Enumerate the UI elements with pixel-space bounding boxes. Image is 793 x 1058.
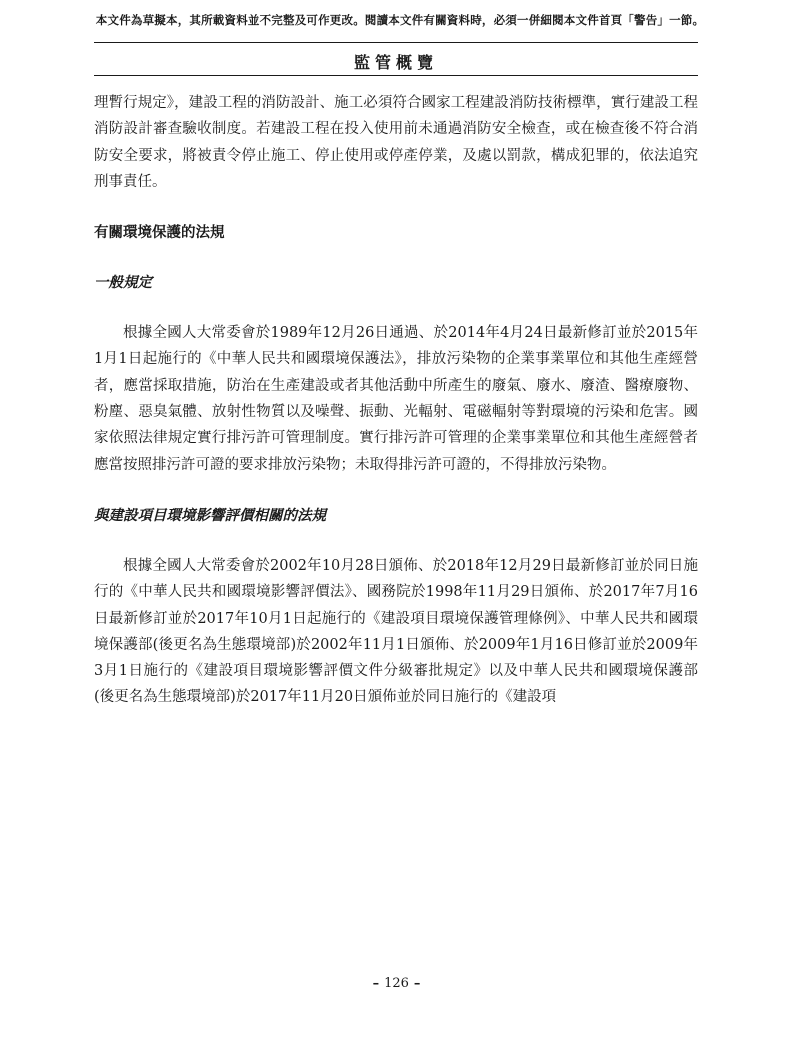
section-title: 監管概覽 xyxy=(353,53,438,72)
page-number: 126 xyxy=(384,976,409,991)
page-footer xyxy=(0,976,793,991)
subheading-eia-regulations: 與建設項目環境影響評價相關的法規 xyxy=(94,506,326,524)
header-rule xyxy=(94,42,698,43)
main-content xyxy=(94,90,698,711)
draft-disclaimer: 本文件為草擬本，其所載資料並不完整及可作更改。閱讀本文件有關資料時，必須一併細閱本文件首頁「警告」一節。 xyxy=(95,13,705,27)
paragraph-eia-law: 根據全國人大常委會於2002年10月28日頒佈、於2018年12月29日最新修訂並於同日施行的《中華人民共和國環境影響評價法》、國務院於1998年11月29日頒佈、於2017年7月16日最新修訂並於2017年10月1日起施行的《建設項目環境保護管理條例》、中華人民共和國環境保護部(後更名為生態環境部)於2002年11月1日頒佈、於2009年1月16日修訂並於2009年3月1日施行的《建設項目環境影響評價文件分級審批規定》以及中華人民共和國環境保護部(後更名為生態環境部)於2017年11月20日頒佈並於同日施行的《建設項 xyxy=(94,557,698,706)
heading-environmental-protection: 有關環境保護的法規 xyxy=(94,224,225,242)
paragraph-environmental-protection-law: 根據全國人大常委會於1989年12月26日通過、於2014年4月24日最新修訂並於2015年1月1日起施行的《中華人民共和國環境保護法》，排放污染物的企業事業單位和其他生產經營者，應當採取措施，防治在生產建設或者其他活動中所產生的廢氣、廢水、廢渣、醫療廢物、粉塵、惡臭氣體、放射性物質以及噪聲、振動、光輻射、電磁輻射等對環境的污染和危害。國家依照法律規定實行排污許可管理制度。實行排污許可管理的企業事業單位和其他生產經營者應當按照排污許可證的要求排放污染物；未取得排污許可證的，不得排放污染物。 xyxy=(94,325,698,473)
title-rule xyxy=(94,75,698,76)
subheading-general-provisions: 一般規定 xyxy=(94,274,152,292)
page-dash-right: – xyxy=(413,976,421,991)
paragraph-fire-safety-continued: 理暫行規定》，建設工程的消防設計、施工必須符合國家工程建設消防技術標準，實行建設工程消防設計審查驗收制度。若建設工程在投入使用前未通過消防安全檢查，或在檢查後不符合消防安全要求，將被責令停止施工、停止使用或停產停業，及處以罰款，構成犯罪的，依法追究刑事責任。 xyxy=(94,95,698,190)
page-dash-left: – xyxy=(372,976,380,991)
